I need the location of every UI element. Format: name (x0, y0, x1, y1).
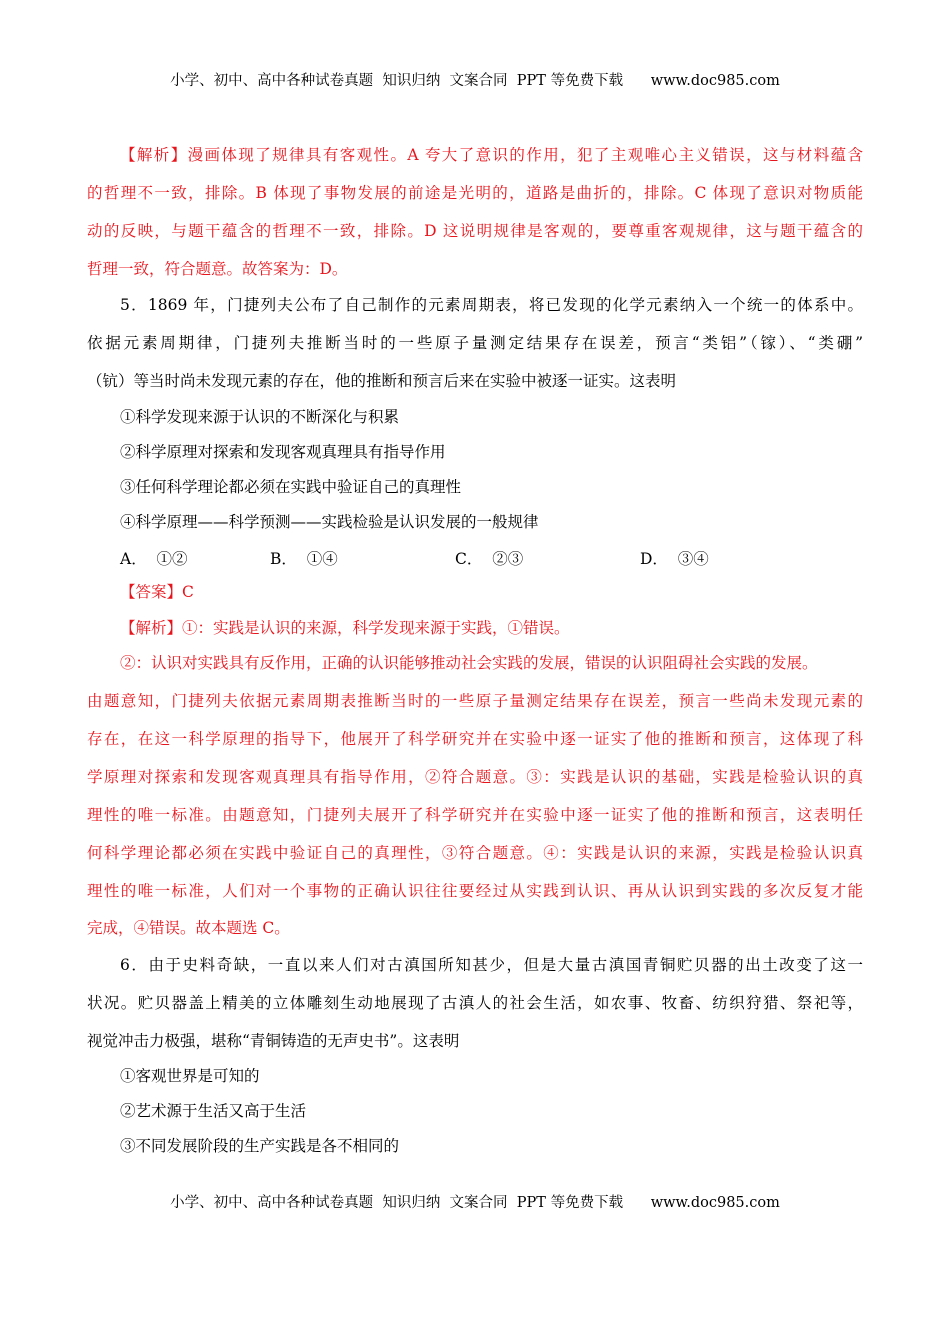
q5-analysis-line: 存在，在这一科学原理的指导下，他展开了科学研究并在实验中逐一证实了他的推断和预言，这体现了科 (87, 730, 863, 748)
q6-statement: ①客观世界是可知的 (120, 1067, 260, 1085)
q5-option-c: C． ②③ (455, 550, 524, 568)
q4-analysis-line: 哲理一致，符合题意。故答案为：D。 (87, 260, 348, 278)
q4-analysis-line: 【解析】漫画体现了规律具有客观性。A 夸大了意识的作用，犯了主观唯心主义错误，这与材料蕴含 (120, 146, 863, 164)
q5-option-d: D． ③④ (640, 550, 709, 568)
q6-stem-line: 视觉冲击力极强，堪称“青铜铸造的无声史书”。这表明 (87, 1032, 460, 1050)
q5-analysis-line: 完成，④错误。故本题选 C。 (87, 919, 290, 937)
q5-statement: ③任何科学理论都必须在实践中验证自己的真理性 (120, 478, 462, 496)
q6-statement: ②艺术源于生活又高于生活 (120, 1102, 307, 1120)
q5-answer: 【答案】C (120, 583, 194, 601)
q5-statement: ④科学原理——科学预测——实践检验是认识发展的一般规律 (120, 513, 539, 531)
page-header: 小学、初中、高中各种试卷真题 知识归纳 文案合同 PPT 等免费下载 www.doc985.com (170, 73, 780, 89)
q5-stem-line: 5．1869 年，门捷列夫公布了自己制作的元素周期表，将已发现的化学元素纳入一个统一的体系中。 (120, 296, 863, 314)
q5-stem-line: （钪）等当时尚未发现元素的存在，他的推断和预言后来在实验中被逐一证实。这表明 (87, 372, 677, 390)
q5-statement: ②科学原理对探索和发现客观真理具有指导作用 (120, 443, 446, 461)
q6-stem-line: 状况。贮贝器盖上精美的立体雕刻生动地展现了古滇人的社会生活，如农事、牧畜、纺织狩猎、祭祀等， (87, 994, 863, 1012)
q5-analysis-line: 理性的唯一标准。由题意知，门捷列夫展开了科学研究并在实验中逐一证实了他的推断和预言，这表明任 (87, 806, 863, 824)
q4-analysis-line: 的哲理不一致，排除。B 体现了事物发展的前途是光明的，道路是曲折的，排除。C 体现了意识对物质能 (87, 184, 863, 202)
q6-stem-line: 6．由于史料奇缺，一直以来人们对古滇国所知甚少，但是大量古滇国青铜贮贝器的出土改变了这一 (120, 956, 863, 974)
q5-option-b: B． ①④ (270, 550, 338, 568)
q5-analysis-line: 何科学理论都必须在实践中验证自己的真理性，③符合题意。④：实践是认识的来源，实践是检验认识真 (87, 844, 863, 862)
q5-analysis-line: 【解析】①：实践是认识的来源，科学发现来源于实践，①错误。 (120, 619, 570, 637)
q4-analysis-line: 动的反映，与题干蕴含的哲理不一致，排除。D 这说明规律是客观的，要尊重客观规律，这与题干蕴含的 (87, 222, 863, 240)
page-footer: 小学、初中、高中各种试卷真题 知识归纳 文案合同 PPT 等免费下载 www.doc985.com (170, 1195, 780, 1211)
q5-statement: ①科学发现来源于认识的不断深化与积累 (120, 408, 400, 426)
q6-statement: ③不同发展阶段的生产实践是各不相同的 (120, 1137, 400, 1155)
q5-stem-line: 依据元素周期律，门捷列夫推断当时的一些原子量测定结果存在误差，预言“类铝”（镓）、“类硼” (87, 334, 863, 352)
q5-analysis-line: 学原理对探索和发现客观真理具有指导作用，②符合题意。③：实践是认识的基础，实践是检验认识的真 (87, 768, 863, 786)
q5-analysis-line: 由题意知，门捷列夫依据元素周期表推断当时的一些原子量测定结果存在误差，预言一些尚未发现元素的 (87, 692, 863, 710)
q5-analysis-line: ②：认识对实践具有反作用，正确的认识能够推动社会实践的发展，错误的认识阻碍社会实践的发展。 (120, 654, 818, 672)
q5-analysis-line: 理性的唯一标准，人们对一个事物的正确认识往往要经过从实践到认识、再从认识到实践的多次反复才能 (87, 882, 863, 900)
q5-option-a: A． ①② (120, 550, 188, 568)
